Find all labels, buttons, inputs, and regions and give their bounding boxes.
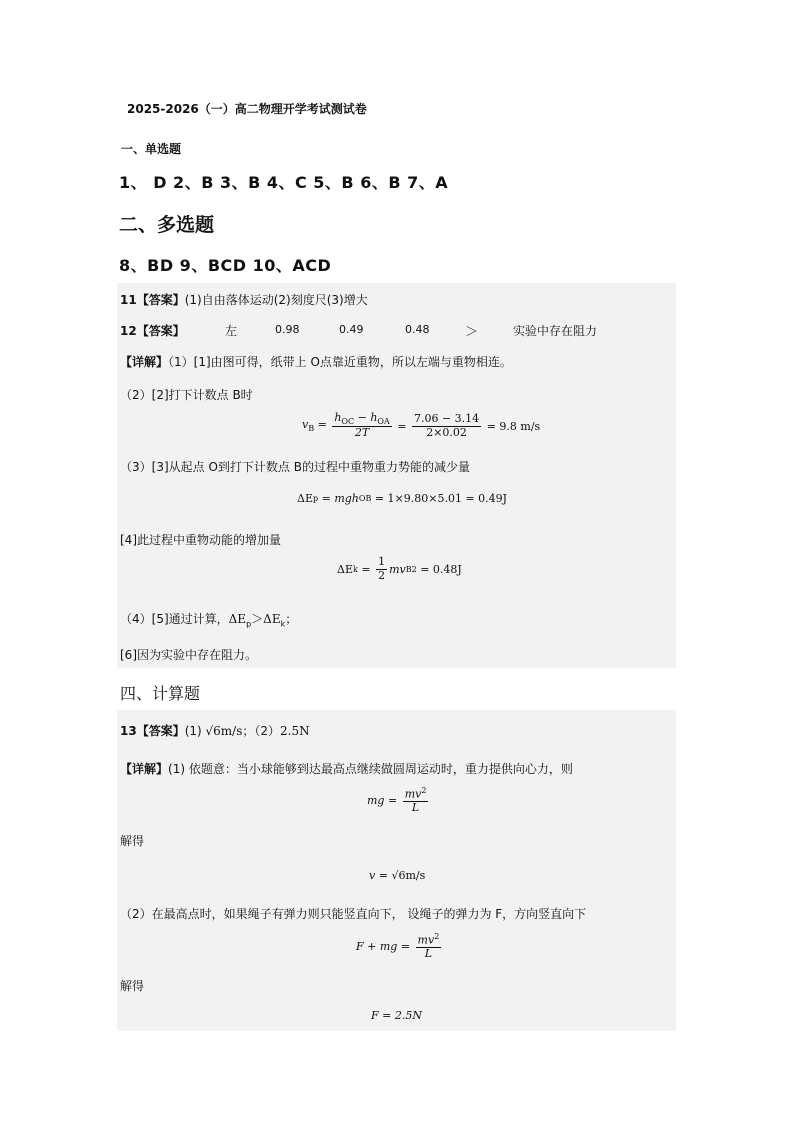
q11-label: 11【答案】 xyxy=(120,293,185,307)
q12-answer-4: 0.48 xyxy=(405,323,430,336)
q13-answer-2: 2.5N xyxy=(280,724,310,738)
q12-answer-5: ＞ xyxy=(465,325,479,340)
formula-ek-lhs-sub: k xyxy=(352,564,358,574)
multi-choice-answers: 8、BD 9、BCD 10、ACD xyxy=(119,256,332,275)
q13-formula-1 xyxy=(367,786,430,815)
formula-vb-frac-2 xyxy=(412,413,481,439)
q13-formula-3-num-sup: 2 xyxy=(434,932,440,941)
q12-detail-text: （1）[1]由图可得，纸带上 O点靠近重物，所以左端与重物相连。 xyxy=(168,355,512,369)
q13-detail-2: （2）在最高点时，如果绳子有弹力则只能竖直向下， 设绳子的弹力为 F，方向竖直向下 xyxy=(120,907,587,921)
section-heading-single: 一、单选题 xyxy=(121,142,182,156)
formula-vb-den3: 2×0.02 xyxy=(426,425,467,439)
formula-ep-mid-sub: OB xyxy=(358,494,372,503)
page-title: 2025-2026（一）高二物理开学考试测试卷 xyxy=(127,102,367,116)
q12-part-5-prefix: （4）[5]通过计算， xyxy=(120,612,229,626)
q12-answer-2: 0.98 xyxy=(275,323,300,336)
q13-formula-2-sqrt: √6 xyxy=(391,869,406,882)
formula-vb-result: = 9.8 m/s xyxy=(486,419,541,433)
formula-ek-frac-num: 1 xyxy=(378,555,386,568)
formula-vb: $v_B$ = $\frac{h_{OC} - h_{OA}}{2T}$ = $\frac{7.06 - 3.14}{2\times 0.02}$ = 9.8 m/s xyxy=(302,411,541,440)
q13-label: 13【答案】 xyxy=(120,724,185,738)
q12-part-3: （3）[3]从起点 O到打下计数点 B的过程中重物重力势能的减少量 xyxy=(120,460,470,474)
q13-formula-2 xyxy=(369,869,425,882)
q12-part-2: （2）[2]打下计数点 B时 xyxy=(120,388,253,402)
formula-ek-lhs: ΔE xyxy=(337,562,353,576)
q13-formula-1-den: L xyxy=(411,801,420,815)
q13-formula-1-num: mv xyxy=(404,787,422,801)
q12-answer-6: 实验中存在阻力 xyxy=(513,324,598,338)
q13-formula-3-frac xyxy=(416,932,442,961)
formula-vb-num2: h xyxy=(370,411,378,424)
q12-part-5-end: ； xyxy=(285,612,298,626)
formula-vb-num2-sub: OA xyxy=(377,417,390,427)
formula-ek-frac xyxy=(376,556,387,582)
q13-answer-1-prefix: (1) xyxy=(184,724,206,738)
formula-ek-mid-sub: B xyxy=(405,564,412,574)
q13-formula-3-den: L xyxy=(424,947,433,961)
q11-answer xyxy=(120,291,368,308)
q13-formula-4 xyxy=(371,1009,422,1022)
single-choice-answers: 1、 D 2、B 3、B 4、C 5、B 6、B 7、A xyxy=(119,173,449,192)
q13-formula-3 xyxy=(356,932,443,961)
formula-vb-frac-1 xyxy=(332,412,391,440)
formula-ek-mid-sup: 2 xyxy=(411,564,417,574)
q12-part-5-sub1: p xyxy=(246,619,252,629)
q12-label: 12【答案】 xyxy=(120,324,185,338)
formula-vb-num3: 7.06 − 3.14 xyxy=(413,411,480,425)
q13-formula-3-num: mv xyxy=(417,933,435,947)
formula-vb-num1: h xyxy=(334,411,342,424)
formula-ek-rhs: = 0.48J xyxy=(420,562,462,576)
formula-ep-mid: = mgh xyxy=(321,492,359,505)
formula-vb-num1-sub: OC xyxy=(341,417,355,427)
q12-part-6: [6]因为实验中存在阻力。 xyxy=(120,648,257,662)
formula-ep-lhs-sub: p xyxy=(312,494,319,503)
q12-detail-label: 【详解】 xyxy=(120,355,169,369)
q12-part-5 xyxy=(120,610,297,628)
q13-detail-text: (1) 依题意：当小球能够到达最高点继续做圆周运动时，重力提供向心力，则 xyxy=(168,762,573,776)
q13-formula-2-unit: m/s xyxy=(405,869,426,882)
q13-formula-4-text: F = 2.5N xyxy=(371,1009,422,1022)
q13-detail-label: 【详解】 xyxy=(120,762,169,776)
q13-answer-1-sqrt: √6 xyxy=(205,724,221,738)
q13-answer-sep: ；（2） xyxy=(242,724,281,738)
q12-detail-1 xyxy=(120,353,512,370)
formula-ek-mid: mv xyxy=(389,562,406,576)
q13-answer-1-unit: m/s xyxy=(220,724,243,738)
q13-solve-1: 解得 xyxy=(120,834,145,848)
formula-ek-frac-den: 2 xyxy=(378,568,386,582)
q13-detail-1 xyxy=(120,760,573,777)
q12-part-5-sub2: k xyxy=(280,619,286,629)
q13-solve-2: 解得 xyxy=(120,979,145,993)
q13-formula-2-lhs: v = xyxy=(369,869,388,882)
formula-ek: ΔE k = $\frac{1}{2}$ mv B 2 = 0.48J xyxy=(337,555,462,582)
q13-answer xyxy=(120,722,310,739)
section-heading-multi: 二、多选题 xyxy=(119,214,215,236)
q12-part-5-expr: ΔE xyxy=(228,612,247,626)
q11-text: (1)自由落体运动(2)刻度尺(3)增大 xyxy=(184,293,368,307)
formula-ep-lhs: ΔE xyxy=(297,492,313,505)
formula-vb-lhs-sub: B xyxy=(308,424,315,434)
section-heading-calc: 四、计算题 xyxy=(120,684,201,703)
formula-ep-rhs: = 1×9.80×5.01 = 0.49J xyxy=(374,492,508,505)
formula-vb-minus: − xyxy=(354,411,371,424)
q13-formula-3-lhs: F + mg = xyxy=(356,939,411,953)
formula-ep xyxy=(297,492,507,505)
formula-vb-lhs: v xyxy=(302,418,309,432)
q12-part-4: [4]此过程中重物动能的增加量 xyxy=(120,533,281,547)
q12-answer-1: 左 xyxy=(225,324,238,338)
q12-answer-3: 0.49 xyxy=(339,323,364,336)
q12-part-5-gt: ＞ΔE xyxy=(251,612,281,626)
q13-formula-1-lhs: mg = xyxy=(367,793,398,807)
q13-formula-1-frac xyxy=(403,786,429,815)
formula-vb-den1: 2T xyxy=(354,426,370,440)
q13-formula-1-num-sup: 2 xyxy=(421,786,427,795)
